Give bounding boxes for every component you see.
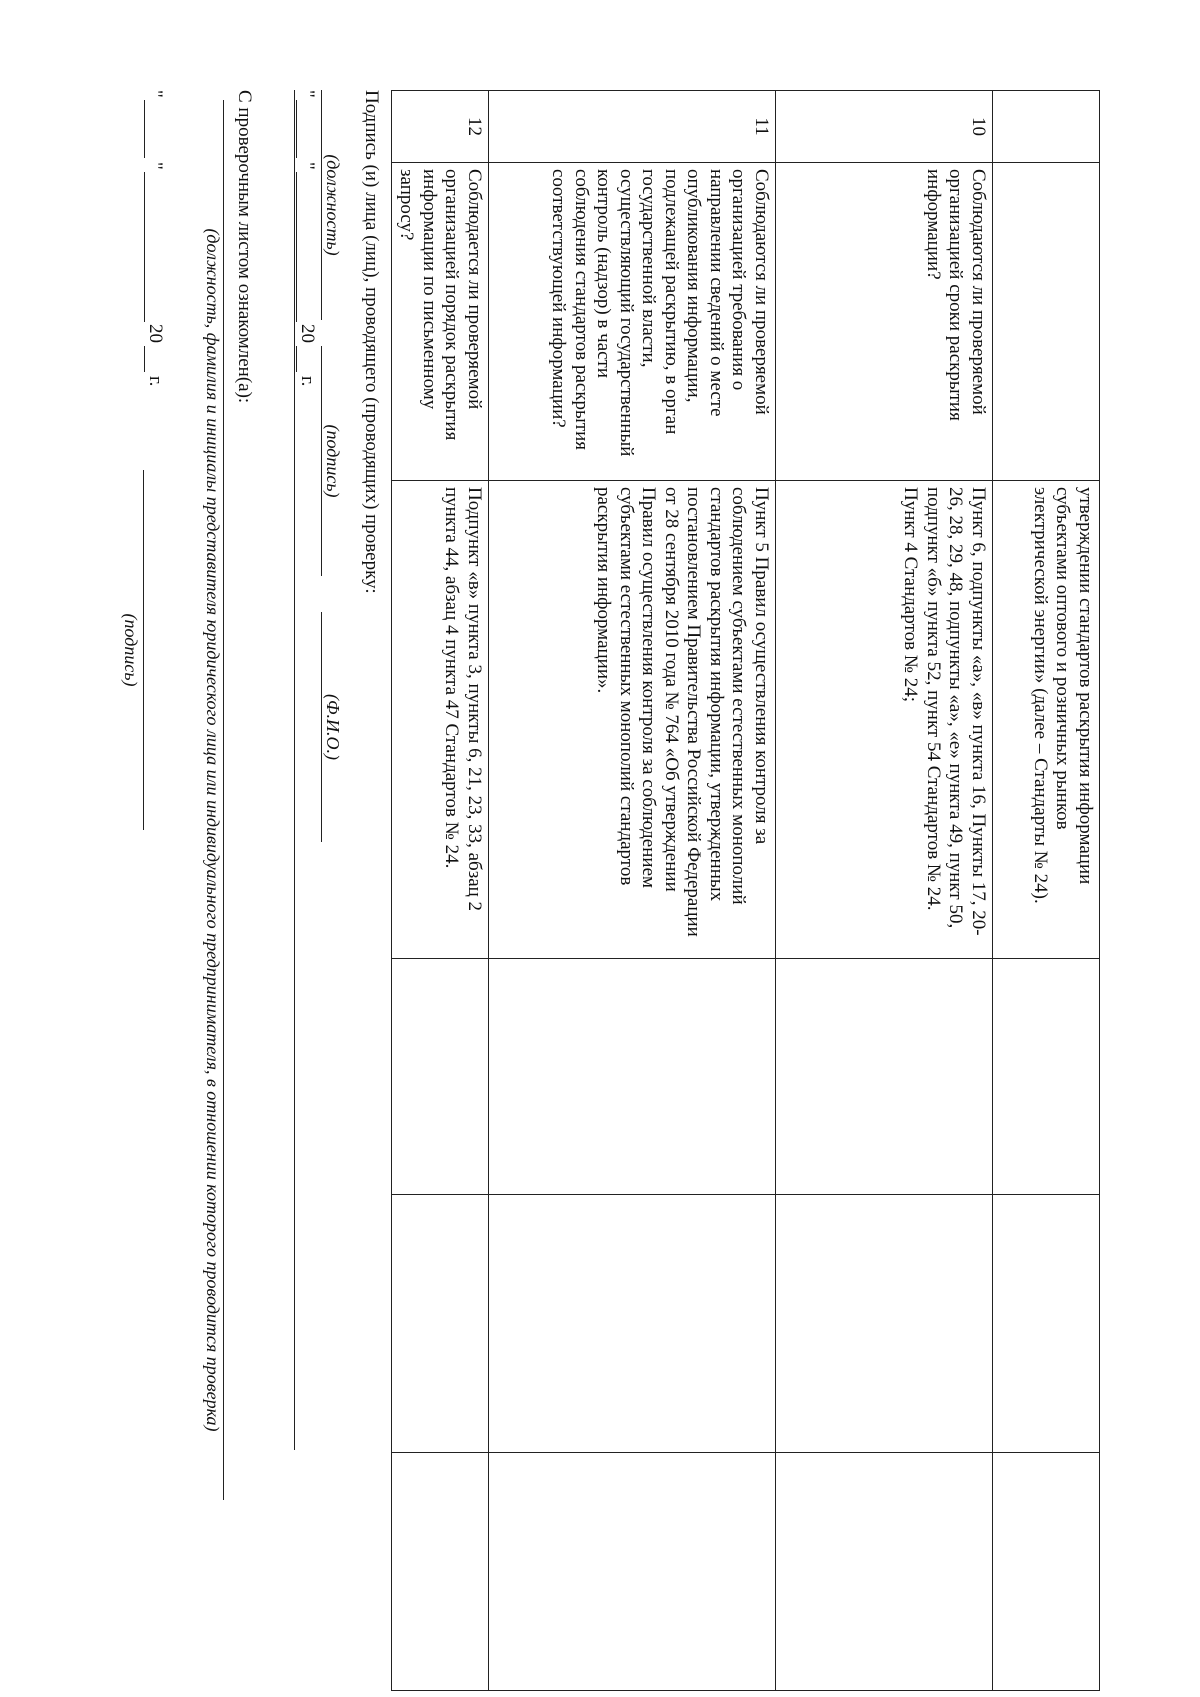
table-row <box>993 91 1100 1691</box>
checklist-table <box>391 90 1100 1691</box>
row-answer-na <box>993 1453 1100 1691</box>
acquaintance-signature-line <box>143 470 144 830</box>
row-number: 10 <box>776 91 993 163</box>
date-month-line <box>296 172 297 322</box>
date-year-suffix: г. <box>297 376 318 387</box>
date-close-quote: " <box>297 162 318 170</box>
inspector-signature-heading: Подпись (и) лица (лиц), проводящего (проводящих) проверку: <box>361 90 382 594</box>
rotated-page <box>121 90 1100 1690</box>
row-number <box>993 91 1100 163</box>
row-answer-yes <box>489 959 776 1195</box>
date-day-line <box>144 100 145 158</box>
row-number: 12 <box>392 91 489 163</box>
table-row <box>776 91 993 1691</box>
row-answer-no <box>392 1195 489 1453</box>
date-close-quote: " <box>145 162 166 170</box>
row-answer-no <box>776 1195 993 1453</box>
representative-caption: (должность, фамилия и инициалы представителя юридического лица или индивидуального предпринимателя, в отношении которого проводится проверка) <box>203 228 223 1432</box>
signature-caption: (подпись) <box>323 424 343 498</box>
table-row <box>489 91 776 1691</box>
row-reference: Пункт 6, подпункты «а», «в» пункта 16, Пункты 17, 20-26, 28, 29, 48, подпункты «а», «е» пункта 49, пункт 50, подпункт «б» пункта 52, пункт 54 Стандартов № 24. Пункт 4 Стандартов № 24; <box>776 481 993 959</box>
date-month-line <box>144 172 145 322</box>
separator-line <box>294 90 295 1450</box>
table-row <box>392 91 489 1691</box>
fio-caption: (Ф.И.О.) <box>323 694 343 760</box>
row-question: Соблюдаются ли проверяемой организацией требования о направлении сведений о месте опубликования информации, подлежащей раскрытию, в орган государственной власти, осуществляющий государственный контроль (надзор) в части соблюдения стандартов раскрытия соответствующей информации? <box>489 163 776 481</box>
row-reference: Пункт 5 Правил осуществления контроля за соблюдением субъектами естественных монополий стандартов раскрытия информации, утвержденных постановлением Правительства Российской Федерации от 28 сентября 2010 года № 764 «Об утверждении Правил осуществления контроля за соблюдением субъектами естественных монополий стандартов раскрытия информации». <box>489 481 776 959</box>
date-year-suffix: г. <box>145 376 166 387</box>
row-answer-yes <box>392 959 489 1195</box>
acquaintance-date <box>142 90 166 410</box>
row-question: Соблюдается ли проверяемой организацией порядок раскрытия информации по письменному запросу? <box>392 163 489 481</box>
row-answer-no <box>489 1195 776 1453</box>
row-answer-na <box>489 1453 776 1691</box>
date-year-prefix: 20 <box>297 324 318 343</box>
acquaintance-signature-caption: (подпись) <box>121 613 141 687</box>
row-reference: Подпункт «в» пункта 3, пункты 6, 21, 23, 33, абзац 2 пункта 44, абзац 4 пункта 47 Стандартов № 24. <box>392 481 489 959</box>
row-question <box>993 163 1100 481</box>
row-question: Соблюдаются ли проверяемой организацией сроки раскрытия информации? <box>776 163 993 481</box>
date-open-quote: " <box>297 90 318 98</box>
date-year-prefix: 20 <box>145 324 166 343</box>
date-year-line <box>144 346 145 372</box>
row-answer-no <box>993 1195 1100 1453</box>
date-year-line <box>296 346 297 372</box>
row-number: 11 <box>489 91 776 163</box>
row-answer-yes <box>776 959 993 1195</box>
inspection-date <box>294 90 318 410</box>
row-reference: утверждении стандартов раскрытия информации субъектами оптового и розничных рынков электрической энергии» (далее – Стандарты № 24). <box>993 481 1100 959</box>
position-caption: (должность) <box>323 154 343 256</box>
row-answer-na <box>776 1453 993 1691</box>
row-answer-yes <box>993 959 1100 1195</box>
date-open-quote: " <box>145 90 166 98</box>
acquaintance-heading: С проверочным листом ознакомлен(а): <box>234 90 255 404</box>
date-day-line <box>296 100 297 158</box>
row-answer-na <box>392 1453 489 1691</box>
